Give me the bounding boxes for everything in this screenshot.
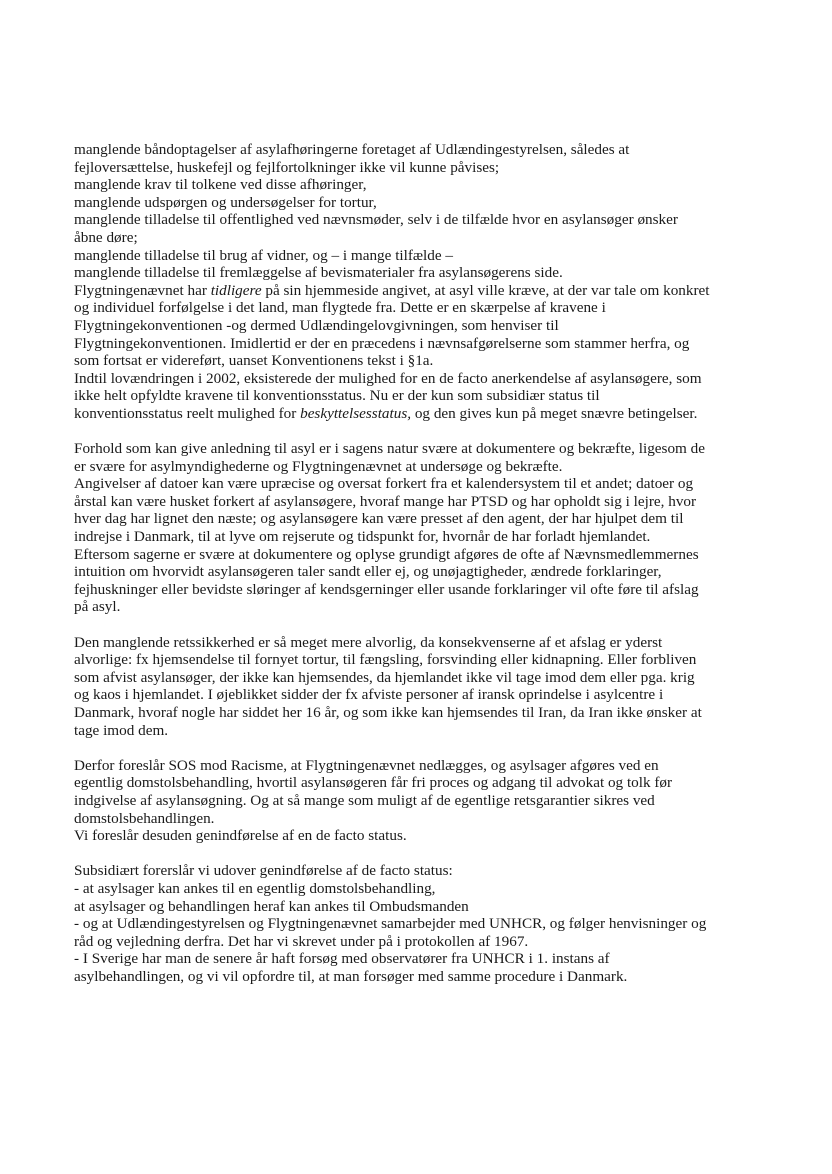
text-segment: på sin hjemmeside angivet, at asyl ville kræve, at der var tale om konkret [261, 281, 710, 299]
paragraph-subsidiary [74, 862, 754, 985]
italic-text: beskyttelsesstatus, [300, 404, 412, 422]
text-line: at asylsager og behandlingen heraf kan ankes til Ombudsmanden [74, 897, 469, 915]
text-line: på asyl. [74, 598, 121, 616]
text-line: indrejse i Danmark, til at lyve om rejserute og tidspunkt for, hvornår de har forladt hjemlandet. [74, 528, 651, 546]
text-line: Indtil lovændringen i 2002, eksisterede der mulighed for en de facto anerkendelse af asylansøgere, som [74, 369, 702, 387]
text-line: åbne døre; [74, 228, 138, 246]
text-line: Derfor foreslår SOS mod Racisme, at Flygtningenævnet nedlægges, og asylsager afgøres ved en [74, 756, 659, 774]
text-line: er svære for asylmyndighederne og Flygtningenævnet at undersøge og bekræfte. [74, 457, 563, 475]
text-line: manglende tilladelse til offentlighed ved nævnsmøder, selv i de tilfælde hvor en asylansøger ønsker [74, 211, 678, 229]
text-line: og individuel forfølgelse i det land, man flygtede fra. Dette er en skærpelse af kravene i [74, 299, 606, 317]
text-line: årstal kan være husket forkert af asylansøgere, hvoraf mange har PTSD og har opholdt sig i lejre, hvor [74, 492, 697, 510]
text-line [74, 405, 754, 423]
paragraph-documentation [74, 440, 754, 616]
text-line: egentlig domstolsbehandling, hvortil asylansøgeren får fri proces og adgang til advokat og tolk før [74, 774, 673, 792]
text-segment: og den gives kun på meget snævre betingelser. [411, 404, 698, 422]
text-line: - og at Udlændingestyrelsen og Flygtningenævnet samarbejder med UNHCR, og følger henvisninger og [74, 915, 707, 933]
text-line: fejhuskninger eller bevidste sløringer af kendsgerninger eller usande forklaringer vil ofte føre til afslag [74, 580, 699, 598]
text-line: Eftersom sagerne er svære at dokumentere og oplyse grundigt afgøres de ofte af Nævnsmedlemmernes [74, 545, 699, 563]
text-line: ikke helt opfyldte kravene til konventionsstatus. Nu er der kun som subsidiær status til [74, 387, 600, 405]
text-line: Subsidiært forerslår vi udover genindførelse af de facto status: [74, 862, 453, 880]
paragraph-deficiencies [74, 141, 754, 423]
text-line: Angivelser af datoer kan være upræcise og oversat forkert fra et kalendersystem til et andet; datoer og [74, 475, 694, 493]
text-line: Vi foreslår desuden genindførelse af en de facto status. [74, 827, 407, 845]
text-line: hver dag har lignet den næste; og asylansøgere kan være presset af den agent, der har hjulpet dem til [74, 510, 684, 528]
italic-text: tidligere [210, 281, 262, 299]
paragraph-proposal [74, 757, 754, 845]
text-line: tage imod dem. [74, 721, 169, 739]
text-line: Flygtningekonventionen. Imidlertid er der en præcedens i nævnsafgørelserne som stammer herfra, og [74, 334, 690, 352]
text-line: Flygtningekonventionen -og dermed Udlændingelovgivningen, som henviser til [74, 316, 559, 334]
text-line: manglende krav til tolkene ved disse afhøringer, [74, 176, 367, 194]
text-line: manglende tilladelse til fremlæggelse af bevismaterialer fra asylansøgerens side. [74, 264, 563, 282]
text-line: som afvist asylansøger, der ikke kan hjemsendes, da hjemlandet ikke vil tage imod dem eller pga. krig [74, 668, 695, 686]
text-line: råd og vejledning derfra. Det har vi skrevet under på i protokollen af 1967. [74, 932, 529, 950]
paragraph-gap [74, 616, 754, 634]
text-line: manglende tilladelse til brug af vidner, og – i mange tilfælde – [74, 246, 453, 264]
text-line: Danmark, hvoraf nogle har siddet her 16 år, og som ikke kan hjemsendes til Iran, da Iran ikke ønsker at [74, 704, 702, 721]
text-segment: Flygtningenævnet har [74, 281, 211, 299]
text-line: intuition om hvorvidt asylansøgeren taler sandt eller ej, og unøjagtigheder, ændrede forklaringer, [74, 563, 662, 581]
text-line: Forhold som kan give anledning til asyl er i sagens natur svære at dokumentere og bekræfte, ligesom de [74, 440, 705, 458]
text-line: manglende båndoptagelser af asylafhøringerne foretaget af Udlændingestyrelsen, således at [74, 141, 630, 158]
text-line: - at asylsager kan ankes til en egentlig domstolsbehandling, [74, 879, 436, 897]
text-segment: konventionsstatus reelt mulighed for [74, 404, 301, 422]
text-line: og kaos i hjemlandet. I øjeblikket sidder der fx afviste personer af iransk oprindelse i asylcentre i [74, 686, 664, 704]
text-line: indgivelse af asylansøgning. Og at så mange som muligt af de egentlige retsgarantier sikres ved [74, 791, 655, 809]
text-line: alvorlige: fx hjemsendelse til fornyet tortur, til fængsling, forsvinding eller kidnapning. Eller forbliven [74, 651, 697, 669]
text-line: fejloversættelse, huskefejl og fejlfortolkninger ikke vil kunne påvises; [74, 158, 500, 176]
paragraph-gap [74, 845, 754, 863]
paragraph-consequences [74, 634, 754, 740]
text-line [74, 282, 754, 300]
text-line: Den manglende retssikkerhed er så meget mere alvorlig, da konsekvenserne af et afslag er yderst [74, 633, 663, 651]
paragraph-gap [74, 423, 754, 441]
text-line: manglende udspørgen og undersøgelser for tortur, [74, 193, 377, 211]
document-body [74, 141, 754, 986]
text-line: domstolsbehandlingen. [74, 809, 215, 827]
text-line: - I Sverige har man de senere år haft forsøg med observatører fra UNHCR i 1. instans af [74, 950, 610, 968]
paragraph-gap [74, 739, 754, 757]
text-line: som fortsat er videreført, uanset Konventionens tekst i §1a. [74, 352, 434, 370]
text-line: asylbehandlingen, og vi vil opfordre til, at man forsøger med samme procedure i Danmark. [74, 967, 628, 985]
